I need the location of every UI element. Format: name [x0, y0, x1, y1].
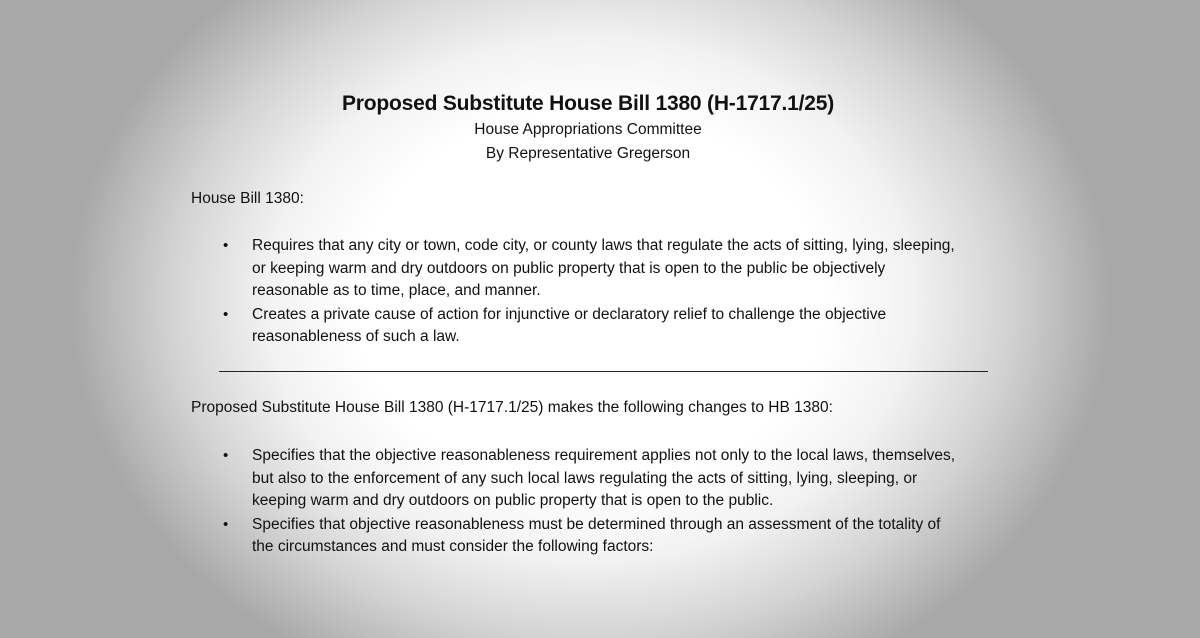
section2-intro: Proposed Substitute House Bill 1380 (H-1717.1/25) makes the following changes to HB 1380: — [191, 399, 833, 416]
section2-bullet-list — [221, 445, 961, 560]
sponsor-subtitle: By Representative Gregerson — [485, 145, 691, 162]
section-divider — [219, 371, 988, 372]
section1-bullet-list — [221, 235, 961, 350]
bullet-icon: • — [223, 447, 229, 464]
section1-intro: House Bill 1380: — [191, 190, 304, 207]
bullet-icon: • — [223, 515, 229, 533]
list-item — [221, 235, 961, 303]
bullet-text: Creates a private cause of action for injunctive or declaratory relief to challenge the objective reasonableness of such a law. — [252, 305, 887, 345]
list-item — [221, 514, 961, 559]
document-title: Proposed Substitute House Bill 1380 (H-1717.1/25) — [341, 92, 835, 115]
list-item — [221, 304, 961, 349]
bullet-icon: • — [223, 305, 229, 323]
bullet-text: Requires that any city or town, code city, or county laws that regulate the acts of sitting, lying, sleeping, or keeping warm and dry outdoors on public property that is open to the public be objectively reasonable as to time, place, and manner. — [252, 237, 955, 299]
bullet-text: Specifies that the objective reasonableness requirement applies not only to the local laws, themselves, but also to the enforcement of any such local laws regulating the acts of sitting, lying, sleeping, or keeping warm and dry outdoors on public property that is open to the public. — [252, 447, 956, 509]
bullet-text: Specifies that objective reasonableness must be determined through an assessment of the totality of the circumstances and must consider the following factors: — [252, 515, 941, 555]
list-item — [221, 445, 961, 513]
bullet-icon: • — [223, 237, 229, 254]
committee-subtitle: House Appropriations Committee — [474, 121, 702, 138]
